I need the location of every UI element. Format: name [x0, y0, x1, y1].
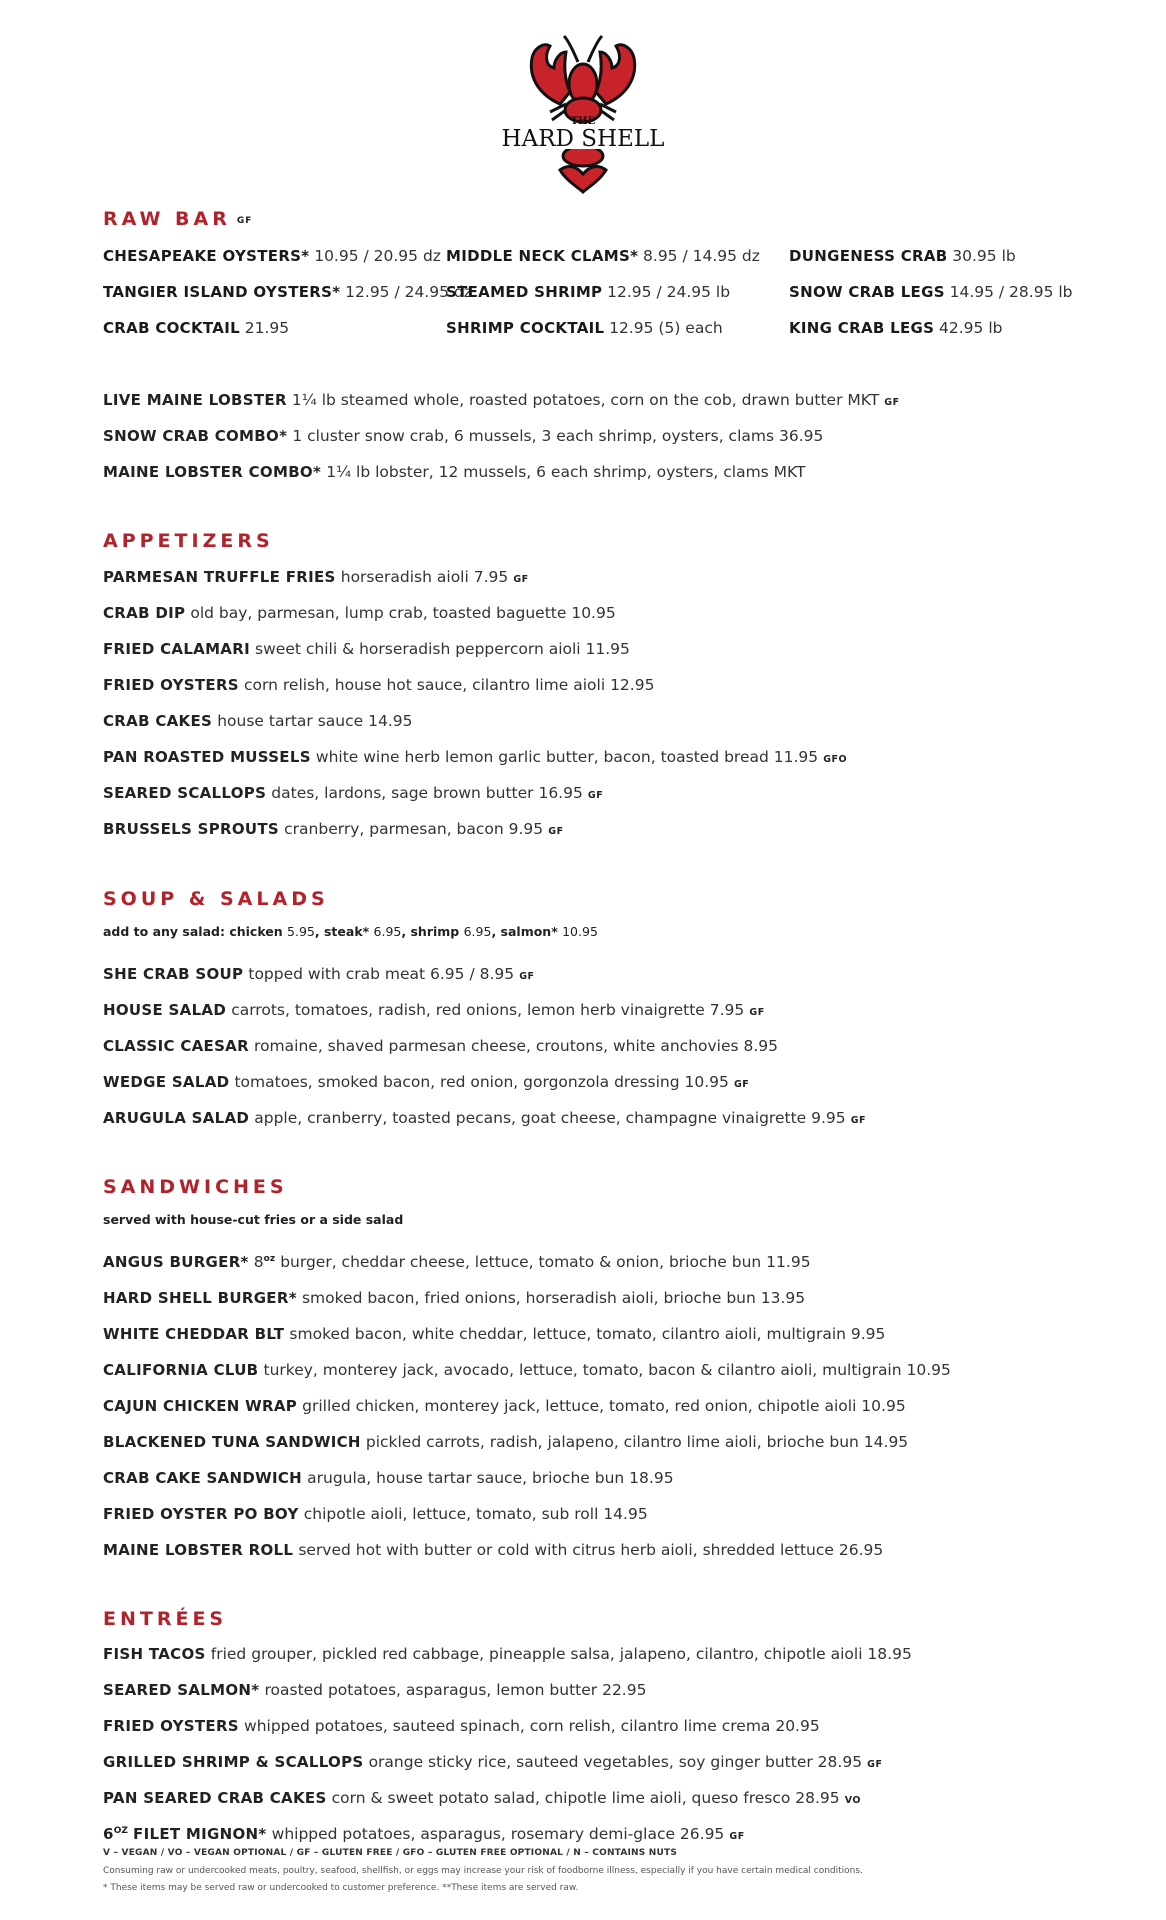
svg-text:THE: THE — [570, 116, 596, 127]
menu-item: WHITE CHEDDAR BLT smoked bacon, white cheddar, lettuce, tomato, cilantro aioli, multigrain 9.95 — [103, 1325, 886, 1343]
raw-item: TANGIER ISLAND OYSTERS* 12.95 / 24.95 dz — [103, 283, 472, 301]
menu-item: FRIED CALAMARI sweet chili & horseradish peppercorn aioli 11.95 — [103, 640, 630, 658]
raw-item: CHESAPEAKE OYSTERS* 10.95 / 20.95 dz — [103, 247, 441, 265]
sandwiches-note: served with house-cut fries or a side salad — [103, 1212, 404, 1227]
salad-addons-note: add to any salad: chicken 5.95, steak* 6.95, shrimp 6.95, salmon* 10.95 — [103, 924, 598, 939]
section-entrees-title: ENTRÉES — [103, 1608, 228, 1630]
lobster-icon — [498, 34, 668, 196]
raw-items-note: * These items may be served raw or undercooked to customer preference. **These items are served raw. — [103, 1883, 579, 1893]
menu-item: PARMESAN TRUFFLE FRIES horseradish aioli 7.95 GF — [103, 568, 529, 586]
raw-item: DUNGENESS CRAB 30.95 lb — [789, 247, 1016, 265]
menu-item: CLASSIC CAESAR romaine, shaved parmesan cheese, croutons, white anchovies 8.95 — [103, 1037, 779, 1055]
hard-shell-logo — [0, 34, 1166, 196]
menu-item: GRILLED SHRIMP & SCALLOPS orange sticky rice, sauteed vegetables, soy ginger butter 28.95 GF — [103, 1753, 883, 1771]
logo-wordmark: HARD SHELL — [501, 126, 665, 152]
section-soup-salads-title: SOUP & SALADS — [103, 888, 329, 910]
menu-item: SNOW CRAB COMBO* 1 cluster snow crab, 6 mussels, 3 each shrimp, oysters, clams 36.95 — [103, 427, 824, 445]
raw-item: MIDDLE NECK CLAMS* 8.95 / 14.95 dz — [446, 247, 760, 265]
menu-item: CAJUN CHICKEN WRAP grilled chicken, monterey jack, lettuce, tomato, red onion, chipotle aioli 10.95 — [103, 1397, 906, 1415]
section-raw-bar-title: RAW BAR GF — [103, 208, 253, 230]
menu-item: CRAB DIP old bay, parmesan, lump crab, toasted baguette 10.95 — [103, 604, 616, 622]
menu-item: SHE CRAB SOUP topped with crab meat 6.95 / 8.95 GF — [103, 965, 535, 983]
menu-item: $6^{OZ}$ FILET MIGNON* whipped potatoes, asparagus, rosemary demi-glace 26.95 GF — [103, 1825, 745, 1843]
menu-item: PAN SEARED CRAB CAKES corn & sweet potato salad, chipotle lime aioli, queso fresco 28.95 VO — [103, 1789, 861, 1807]
menu-item: FISH TACOS fried grouper, pickled red cabbage, pineapple salsa, jalapeno, cilantro, chipotle aioli 18.95 — [103, 1645, 912, 1663]
menu-item: ARUGULA SALAD apple, cranberry, toasted pecans, goat cheese, champagne vinaigrette 9.95 GF — [103, 1109, 867, 1127]
section-appetizers-title: APPETIZERS — [103, 530, 274, 552]
menu-item: CRAB CAKE SANDWICH arugula, house tartar sauce, brioche bun 18.95 — [103, 1469, 674, 1487]
menu-item: WEDGE SALAD tomatoes, smoked bacon, red onion, gorgonzola dressing 10.95 GF — [103, 1073, 750, 1091]
consumer-warning: Consuming raw or undercooked meats, poultry, seafood, shellfish, or eggs may increase your risk of foodborne illness, especially if you have certain medical conditions. — [103, 1866, 863, 1876]
raw-item: CRAB COCKTAIL 21.95 — [103, 319, 290, 337]
raw-item: SNOW CRAB LEGS 14.95 / 28.95 lb — [789, 283, 1073, 301]
menu-item: BLACKENED TUNA SANDWICH pickled carrots, radish, jalapeno, cilantro lime aioli, brioche bun 14.95 — [103, 1433, 909, 1451]
raw-item: SHRIMP COCKTAIL 12.95 (5) each — [446, 319, 723, 337]
section-sandwiches-title: SANDWICHES — [103, 1176, 288, 1198]
menu-item: CALIFORNIA CLUB turkey, monterey jack, avocado, lettuce, tomato, bacon & cilantro aioli, multigrain 10.95 — [103, 1361, 951, 1379]
raw-item: STEAMED SHRIMP 12.95 / 24.95 lb — [446, 283, 731, 301]
menu-item: CRAB CAKES house tartar sauce 14.95 — [103, 712, 413, 730]
menu-item: MAINE LOBSTER COMBO* 1¼ lb lobster, 12 mussels, 6 each shrimp, oysters, clams MKT — [103, 463, 806, 481]
dietary-legend: V – VEGAN / VO – VEGAN OPTIONAL / GF – GLUTEN FREE / GFO – GLUTEN FREE OPTIONAL / N – CONTAINS NUTS — [103, 1848, 678, 1858]
raw-item: KING CRAB LEGS 42.95 lb — [789, 319, 1003, 337]
menu-item: HOUSE SALAD carrots, tomatoes, radish, red onions, lemon herb vinaigrette 7.95 GF — [103, 1001, 765, 1019]
menu-item: FRIED OYSTER PO BOY chipotle aioli, lettuce, tomato, sub roll 14.95 — [103, 1505, 648, 1523]
menu-item: HARD SHELL BURGER* smoked bacon, fried onions, horseradish aioli, brioche bun 13.95 — [103, 1289, 806, 1307]
menu-item: SEARED SCALLOPS dates, lardons, sage brown butter 16.95 GF — [103, 784, 604, 802]
menu-item: FRIED OYSTERS whipped potatoes, sauteed spinach, corn relish, cilantro lime crema 20.95 — [103, 1717, 820, 1735]
menu-item: ANGUS BURGER* $8^{oz}$ burger, cheddar cheese, lettuce, tomato & onion, brioche bun 11.95 — [103, 1253, 811, 1271]
menu-item: PAN ROASTED MUSSELS white wine herb lemon garlic butter, bacon, toasted bread 11.95 GFO — [103, 748, 848, 766]
menu-item: SEARED SALMON* roasted potatoes, asparagus, lemon butter 22.95 — [103, 1681, 647, 1699]
menu-item: BRUSSELS SPROUTS cranberry, parmesan, bacon 9.95 GF — [103, 820, 564, 838]
menu-item: LIVE MAINE LOBSTER 1¼ lb steamed whole, roasted potatoes, corn on the cob, drawn butter MKT GF — [103, 391, 900, 409]
menu-item: MAINE LOBSTER ROLL served hot with butter or cold with citrus herb aioli, shredded lettuce 26.95 — [103, 1541, 884, 1559]
menu-item: FRIED OYSTERS corn relish, house hot sauce, cilantro lime aioli 12.95 — [103, 676, 655, 694]
